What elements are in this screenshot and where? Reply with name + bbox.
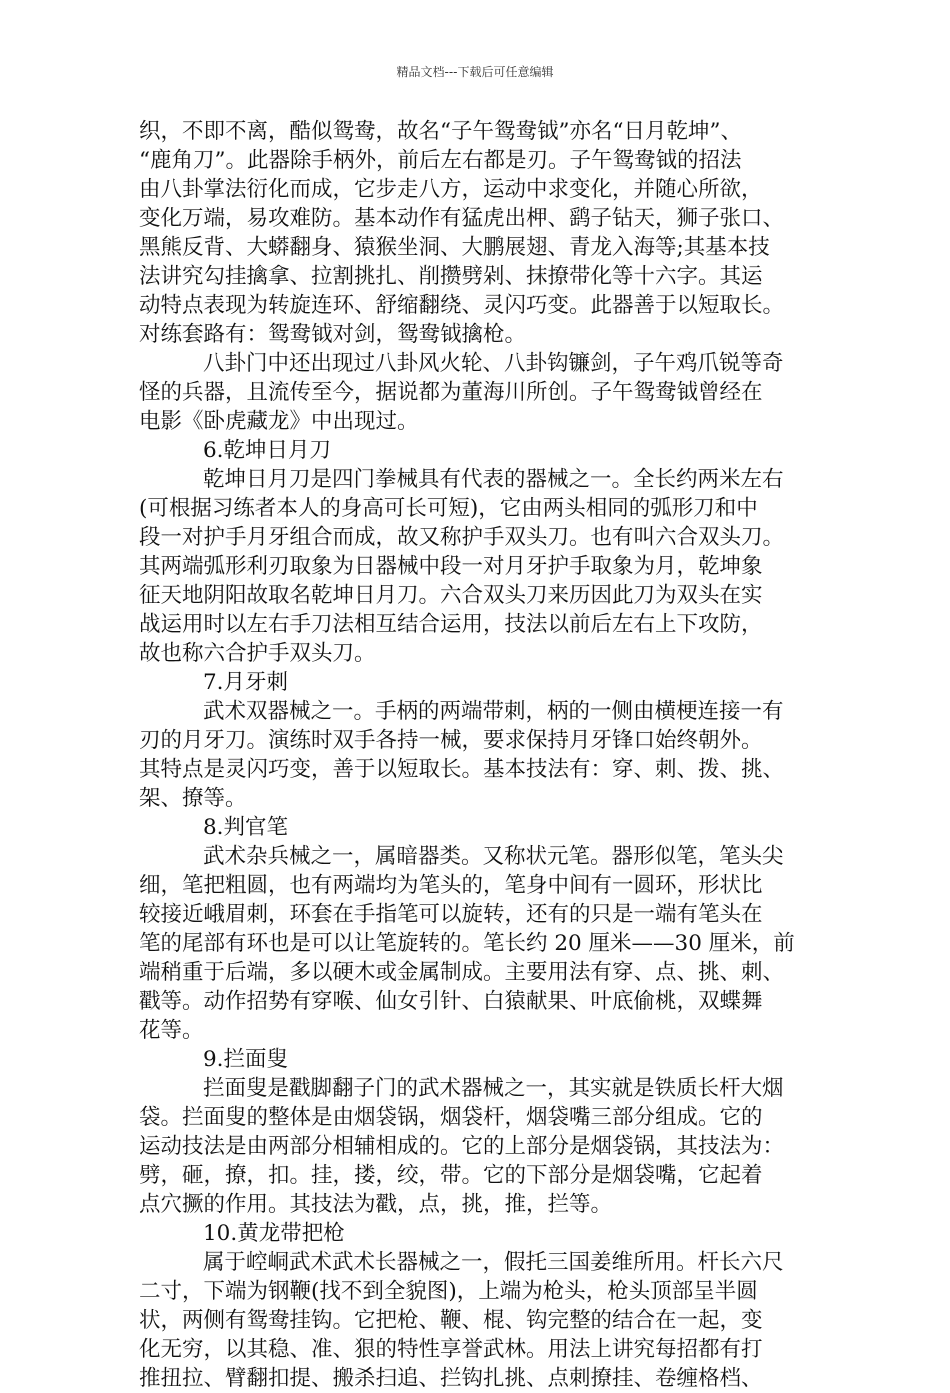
text-line: 故也称六合护手双头刀。 <box>139 641 376 666</box>
text-line: 黑熊反背、大蟒翻身、猿猴坐洞、大鹏展翅、青龙入海等;其基本技 <box>139 235 770 260</box>
section-heading: 8.判官笔 <box>203 815 289 840</box>
text-line: 端稍重于后端，多以硬木或金属制成。主要用法有穿、点、挑、刺、 <box>139 960 785 985</box>
text-line: 段一对护手月牙组合而成，故又称护手双头刀。也有叫六合双头刀。 <box>139 525 785 550</box>
text-line: 二寸，下端为钢鞭(找不到全貌图)，上端为枪头，枪头顶部呈半圆 <box>139 1279 758 1304</box>
text-line: 织，不即不离，酷似鸳鸯，故名“子午鸳鸯钺”亦名“日月乾坤”、 <box>139 119 742 144</box>
text-line: “鹿角刀”。此器除手柄外，前后左右都是刃。子午鸳鸯钺的招法 <box>139 148 742 173</box>
text-line: 状，两侧有鸳鸯挂钩。它把枪、鞭、棍、钩完整的结合在一起，变 <box>139 1308 763 1333</box>
text-line: 电影《卧虎藏龙》中出现过。 <box>139 409 419 434</box>
text-line: 推扭拉、臂翻扣提、搬杀扫追、拦钩扎挑、点刺撩挂、卷缠格档、 <box>139 1366 763 1391</box>
text-line: 对练套路有：鸳鸯钺对剑，鸳鸯钺擒枪。 <box>139 322 527 347</box>
text-line: 法讲究勾挂擒拿、拉割挑扎、削攒劈剁、抹撩带化等十六字。其运 <box>139 264 763 289</box>
text-line: 动特点表现为转旋连环、舒缩翻绕、灵闪巧变。此器善于以短取长。 <box>139 293 785 318</box>
text-line: 怪的兵器，且流传至今，据说都为董海川所创。子午鸳鸯钺曾经在 <box>139 380 763 405</box>
text-line: 由八卦掌法衍化而成，它步走八方，运动中求变化，并随心所欲， <box>139 177 763 202</box>
text-line: 化无穷，以其稳、准、狠的特性享誉武林。用法上讲究每招都有打 <box>139 1337 763 1362</box>
text-line: 战运用时以左右手刀法相互结合运用，技法以前后左右上下攻防， <box>139 612 763 637</box>
text-line: 袋。拦面叟的整体是由烟袋锅，烟袋杆，烟袋嘴三部分组成。它的 <box>139 1105 763 1130</box>
text-line: 笔的尾部有环也是可以让笔旋转的。笔长约 20 厘米——30 厘米，前 <box>139 931 795 956</box>
paragraph-start-line: 拦面叟是戳脚翻子门的武术器械之一，其实就是铁质长杆大烟 <box>203 1076 784 1101</box>
section-heading: 10.黄龙带把枪 <box>203 1221 345 1246</box>
paragraph-start-line: 乾坤日月刀是四门拳械具有代表的器械之一。全长约两米左右 <box>203 467 784 492</box>
text-line: 戳等。动作招势有穿喉、仙女引针、白猿献果、叶底偷桃，双蝶舞 <box>139 989 763 1014</box>
section-heading: 7.月牙刺 <box>203 670 289 695</box>
document-body <box>139 117 831 1393</box>
text-line: 点穴撅的作用。其技法为戳，点，挑，推，拦等。 <box>139 1192 613 1217</box>
text-line: 运动技法是由两部分相辅相成的。它的上部分是烟袋锅，其技法为： <box>139 1134 785 1159</box>
text-line: 其特点是灵闪巧变，善于以短取长。基本技法有：穿、刺、拨、挑、 <box>139 757 785 782</box>
page-header: 精品文档---下载后可任意编辑 <box>396 65 554 79</box>
text-line: 其两端弧形利刃取象为日器械中段一对月牙护手取象为月，乾坤象 <box>139 554 763 579</box>
text-line: 细，笔把粗圆，也有两端均为笔头的，笔身中间有一圆环，形状比 <box>139 873 763 898</box>
paragraph-start-line: 武术双器械之一。手柄的两端带刺，柄的一侧由横梗连接一有 <box>203 699 784 724</box>
paragraph-start-line: 武术杂兵械之一，属暗器类。又称状元笔。器形似笔，笔头尖 <box>203 844 784 869</box>
text-line: 刃的月牙刀。演练时双手各持一械，要求保持月牙锋口始终朝外。 <box>139 728 763 753</box>
text-line: 变化万端，易攻难防。基本动作有猛虎出柙、鹞子钻天，狮子张口、 <box>139 206 785 231</box>
text-line: 架、撩等。 <box>139 786 247 811</box>
text-line: 劈，砸，撩，扣。挂，搂，绞，带。它的下部分是烟袋嘴，它起着 <box>139 1163 763 1188</box>
text-line: (可根据习练者本人的身高可长可短)，它由两头相同的弧形刀和中 <box>139 496 758 521</box>
text-line: 花等。 <box>139 1018 204 1043</box>
text-line: 较接近峨眉刺，环套在手指笔可以旋转，还有的只是一端有笔头在 <box>139 902 763 927</box>
text-line: 征天地阴阳故取名乾坤日月刀。六合双头刀来历因此刀为双头在实 <box>139 583 763 608</box>
section-heading: 6.乾坤日月刀 <box>203 438 332 463</box>
paragraph-start-line: 八卦门中还出现过八卦风火轮、八卦钩镰剑，子午鸡爪锐等奇 <box>203 351 784 376</box>
paragraph-start-line: 属于崆峒武术武术长器械之一，假托三国姜维所用。杆长六尺 <box>203 1250 784 1275</box>
section-heading: 9.拦面叟 <box>203 1047 289 1072</box>
